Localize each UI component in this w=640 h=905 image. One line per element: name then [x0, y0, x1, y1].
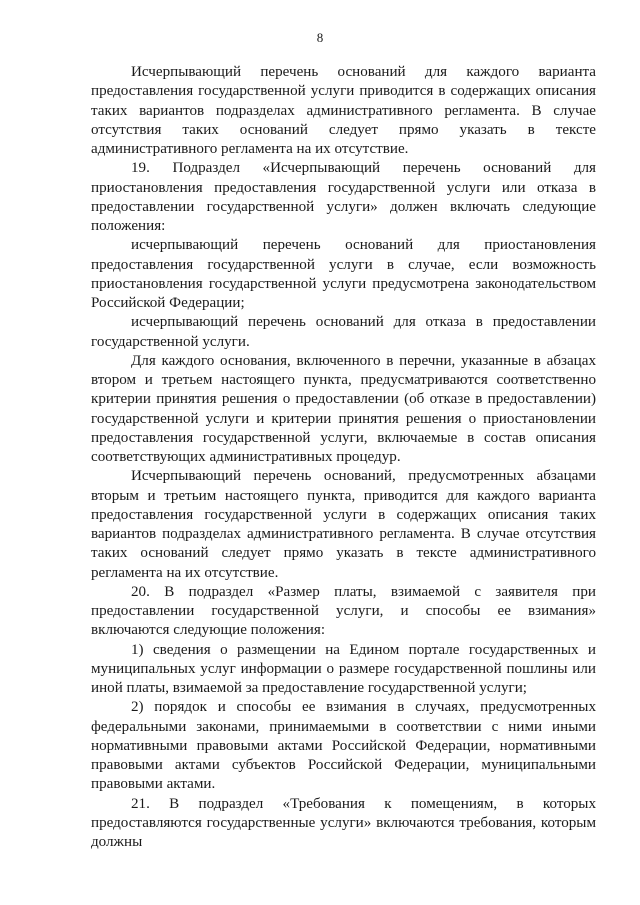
paragraph-grounds-listing: Исчерпывающий перечень оснований, предусмотренных абзацами вторым и третьим настоящего пункта, приводится для каждого варианта предоставления государственной услуги в содержащих описания таких вариантов подразделах административного регламента. В случае отсутствия таких оснований следует прямо указать в тексте административного регламента на их отсутствие.: [91, 468, 596, 581]
paragraph-suspension-grounds: исчерпывающий перечень оснований для приостановления предоставления государственной услуги в случае, если возможность приостановления государственной услуги предусмотрена законодательством Российской Федерации;: [91, 237, 596, 311]
paragraph-item-19: 19. Подраздел «Исчерпывающий перечень оснований для приостановления предоставления государственной услуги или отказа в предоставлении государственной услуги» должен включать следующие положения:: [91, 160, 596, 234]
paragraph-grounds-per-variant: Исчерпывающий перечень оснований для каждого варианта предоставления государственной услуги приводится в содержащих описания таких вариантов подразделах административного регламента. В случае отсутствия таких оснований следует прямо указать в тексте административного регламента на их отсутствие.: [91, 64, 596, 157]
paragraph-item-21: 21. В подраздел «Требования к помещениям, в которых предоставляются государственные услуги» включаются требования, которым должны: [91, 795, 596, 850]
page-number: 8: [316, 30, 324, 45]
paragraph-item-20: 20. В подраздел «Размер платы, взимаемой с заявителя при предоставлении государственной услуги, и способы ее взимания» включаются следующие положения:: [91, 583, 596, 639]
paragraph-fee-info: 1) сведения о размещении на Едином портале государственных и муниципальных услуг информации о размере государственной пошлины или иной платы, взимаемой за предоставление государственной услуги;: [91, 641, 596, 696]
paragraph-decision-criteria: Для каждого основания, включенного в перечни, указанные в абзацах втором и третьем настоящего пункта, предусматриваются соответственно критерии принятия решения о предоставлении (об отказе в предоставлении) государственной услуги и критерии принятия решения о приостановлении предоставления государственной услуги, включаемые в состав описания соответствующих административных процедур.: [91, 352, 596, 465]
document-body: [91, 63, 596, 852]
paragraph-fee-collection: 2) порядок и способы ее взимания в случаях, предусмотренных федеральными законами, принимаемыми в соответствии с ними иными нормативными правовыми актами Российской Федерации, нормативными правовыми актами субъектов Российской Федерации, муниципальными правовыми актами.: [91, 699, 596, 793]
paragraph-refusal-grounds: исчерпывающий перечень оснований для отказа в предоставлении государственной услуги.: [91, 314, 596, 350]
